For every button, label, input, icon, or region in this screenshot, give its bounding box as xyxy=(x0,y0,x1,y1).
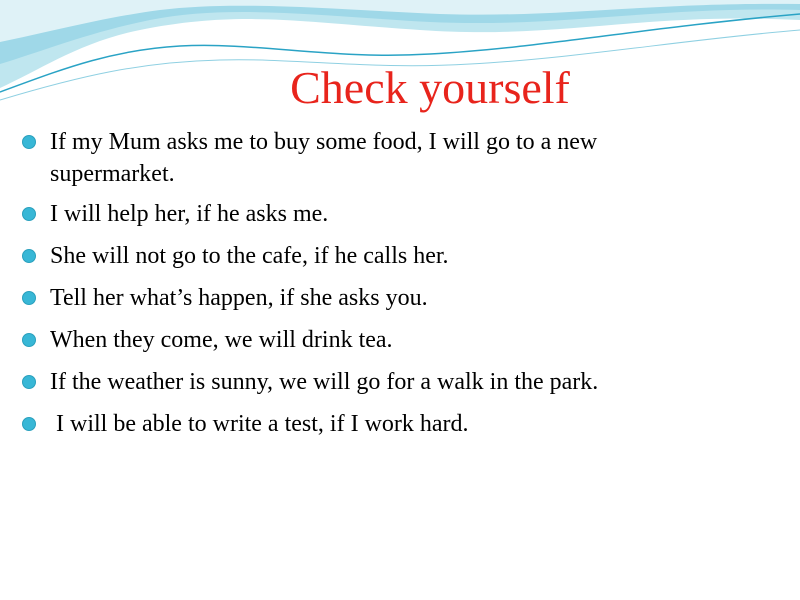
bullet-icon xyxy=(22,207,36,221)
bullet-icon xyxy=(22,135,36,149)
bullet-text: I will be able to write a test, if I work hard. xyxy=(50,411,469,437)
bullet-icon xyxy=(22,333,36,347)
bullet-icon xyxy=(22,291,36,305)
bullet-text: If the weather is sunny, we will go for a walk in the park. xyxy=(50,369,599,395)
bullet-icon xyxy=(22,417,36,431)
list-item xyxy=(22,126,782,190)
list-item xyxy=(22,240,782,272)
slide-title: Check yourself xyxy=(290,62,570,113)
bullet-text: I will help her, if he asks me. xyxy=(50,201,329,227)
bullet-list xyxy=(22,126,782,450)
bullet-text: Tell her what’s happen, if she asks you. xyxy=(50,285,428,311)
bullet-text: When they come, we will drink tea. xyxy=(50,327,393,353)
bullet-icon xyxy=(22,249,36,263)
list-item xyxy=(22,198,782,230)
bullet-text: If my Mum asks me to buy some food, I will go to a new supermarket. xyxy=(50,129,598,187)
list-item xyxy=(22,282,782,314)
list-item xyxy=(22,408,782,440)
bullet-text: She will not go to the cafe, if he calls her. xyxy=(50,243,449,269)
list-item xyxy=(22,324,782,356)
list-item xyxy=(22,366,782,398)
bullet-icon xyxy=(22,375,36,389)
